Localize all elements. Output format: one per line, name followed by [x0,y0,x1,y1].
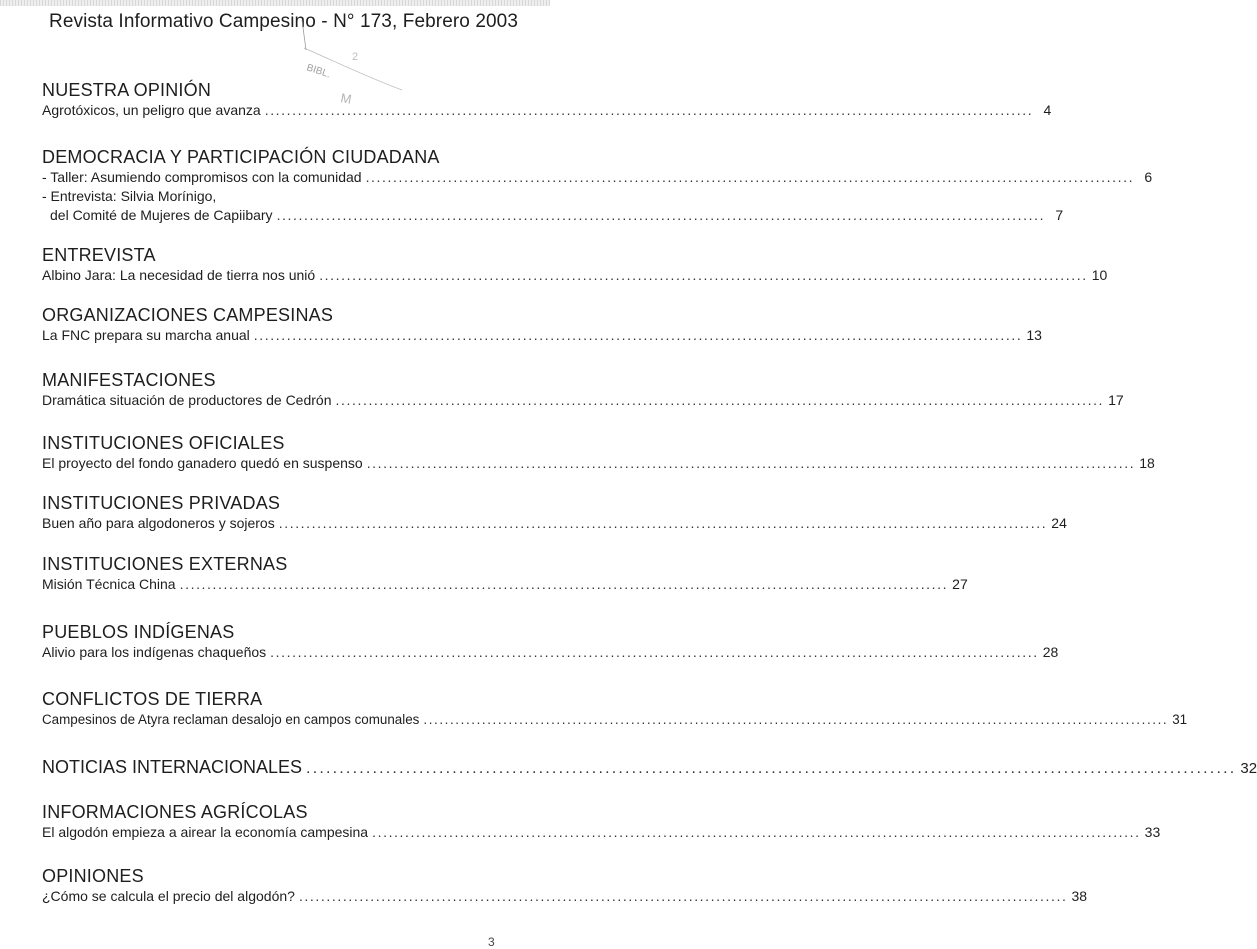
toc-section-democracia [42,146,1153,225]
page-number: 6 [1144,169,1153,185]
section-title: INSTITUCIONES EXTERNAS [42,554,288,574]
entry-title: Agrotóxicos, un peligro que avanza [42,102,261,118]
entry-title[interactable]: - Entrevista: Silvia Morínigo, [42,188,217,204]
toc-section-opiniones [42,865,1088,906]
svg-text:M: M [339,90,353,107]
dot-leader: ............................................................................................................................................ [319,267,1088,283]
page-number: 24 [1051,515,1067,531]
toc-section-instituciones-oficiales [42,432,1155,473]
toc-section-informaciones-agricolas [42,801,1161,842]
dot-leader: ............................................................................................................................................ [365,169,1135,185]
page-number: 4 [1043,102,1052,118]
toc-section-instituciones-externas [42,553,968,594]
toc-section-nuestra-opinion [42,79,1052,120]
section-title: ORGANIZACIONES CAMPESINAS [42,305,334,325]
dot-leader: ............................................................................................................................................ [372,824,1141,840]
entry-title: Campesinos de Atyra reclaman desalojo en campos comunales [42,712,420,727]
dot-leader: ............................................................................................................................................ [278,515,1048,531]
section-title: CONFLICTOS DE TIERRA [42,689,263,709]
section-title: INSTITUCIONES OFICIALES [42,433,285,453]
toc-section-instituciones-privadas [42,492,1067,533]
entry-title: Alivio para los indígenas chaqueños [42,644,267,660]
section-title: DEMOCRACIA Y PARTICIPACIÓN CIUDADANA [42,147,440,167]
section-title: MANIFESTACIONES [42,370,216,390]
dot-leader: ............................................................................................................................................ [179,576,949,592]
section-title: OPINIONES [42,866,144,886]
toc-section-organizaciones [42,304,1042,345]
toc-entry[interactable] [42,454,1155,473]
toc-entry[interactable] [42,710,1188,729]
toc-entry[interactable] [42,168,1153,187]
dot-leader: ............................................................................................................................................ [264,102,1034,118]
svg-text:BIBL.: BIBL. [305,62,332,81]
dot-leader: ............................................................................................................................................ [335,392,1105,408]
entry-title: Albino Jara: La necesidad de tierra nos unió [42,267,316,283]
entry-title: El algodón empieza a airear la economía campesina [42,824,369,840]
dot-leader: ............................................................................................................................................ [423,712,1169,727]
entry-title: del Comité de Mujeres de Capiibary [50,207,273,223]
page-number: 28 [1042,644,1059,660]
section-title: NUESTRA OPINIÓN [42,80,212,100]
section-title: PUEBLOS INDÍGENAS [42,622,235,642]
entry-title: La FNC prepara su marcha anual [42,327,250,343]
entry-title: Misión Técnica China [42,576,176,592]
entry-title: ¿Cómo se calcula el precio del algodón? [42,888,295,904]
section-title: INFORMACIONES AGRÍCOLAS [42,802,308,822]
toc-entry[interactable] [42,266,1108,285]
toc-entry[interactable] [42,756,1257,780]
toc-entry[interactable] [42,643,1059,662]
toc-section-pueblos-indigenas [42,621,1059,662]
toc-entry[interactable] [42,391,1124,410]
section-title: ENTREVISTA [42,245,156,265]
toc-section-entrevista [42,244,1108,285]
toc-entry[interactable] [42,206,1064,225]
page-number: 18 [1139,455,1155,471]
toc-section-manifestaciones [42,369,1124,410]
scan-edge [0,0,550,6]
page-number: 33 [1144,824,1161,840]
page-number: 10 [1091,267,1108,283]
toc-entry[interactable] [42,575,968,594]
toc-entry[interactable] [42,823,1161,842]
entry-title: - Taller: Asumiendo compromisos con la comunidad [42,169,362,185]
page-number: 13 [1026,327,1042,343]
page-number: 7 [1055,207,1064,223]
dot-leader: ............................................................................................................................................ [253,327,1023,343]
toc-entry[interactable] [42,887,1088,906]
dot-leader: ............................................................................................................................................ [276,207,1046,223]
page-number: 38 [1071,888,1088,904]
page-number: 27 [952,576,968,592]
toc-entry[interactable] [42,514,1067,533]
toc-entry[interactable] [42,101,1052,120]
entry-title: Buen año para algodoneros y sojeros [42,515,275,531]
page-number: 32 [1240,760,1257,777]
dot-leader: ............................................................................................................................................ [306,760,1237,777]
toc-entry[interactable] [42,326,1042,345]
svg-text:2: 2 [352,51,359,63]
entry-title: El proyecto del fondo ganadero quedó en suspenso [42,455,363,471]
toc-section-conflictos-tierra [42,688,1188,729]
toc-section-noticias-internacionales [42,756,1257,780]
page-number: 31 [1172,712,1188,727]
entry-title: Dramática situación de productores de Cedrón [42,392,332,408]
dot-leader: ............................................................................................................................................ [270,644,1039,660]
footer-page-number: 3 [488,935,495,949]
magazine-header: Revista Informativo Campesino - N° 173, Febrero 2003 [49,11,519,32]
dot-leader: ............................................................................................................................................ [366,455,1136,471]
dot-leader: ............................................................................................................................................ [298,888,1068,904]
section-title: NOTICIAS INTERNACIONALES [42,757,303,777]
page-number: 17 [1108,392,1124,408]
section-title: INSTITUCIONES PRIVADAS [42,493,281,513]
